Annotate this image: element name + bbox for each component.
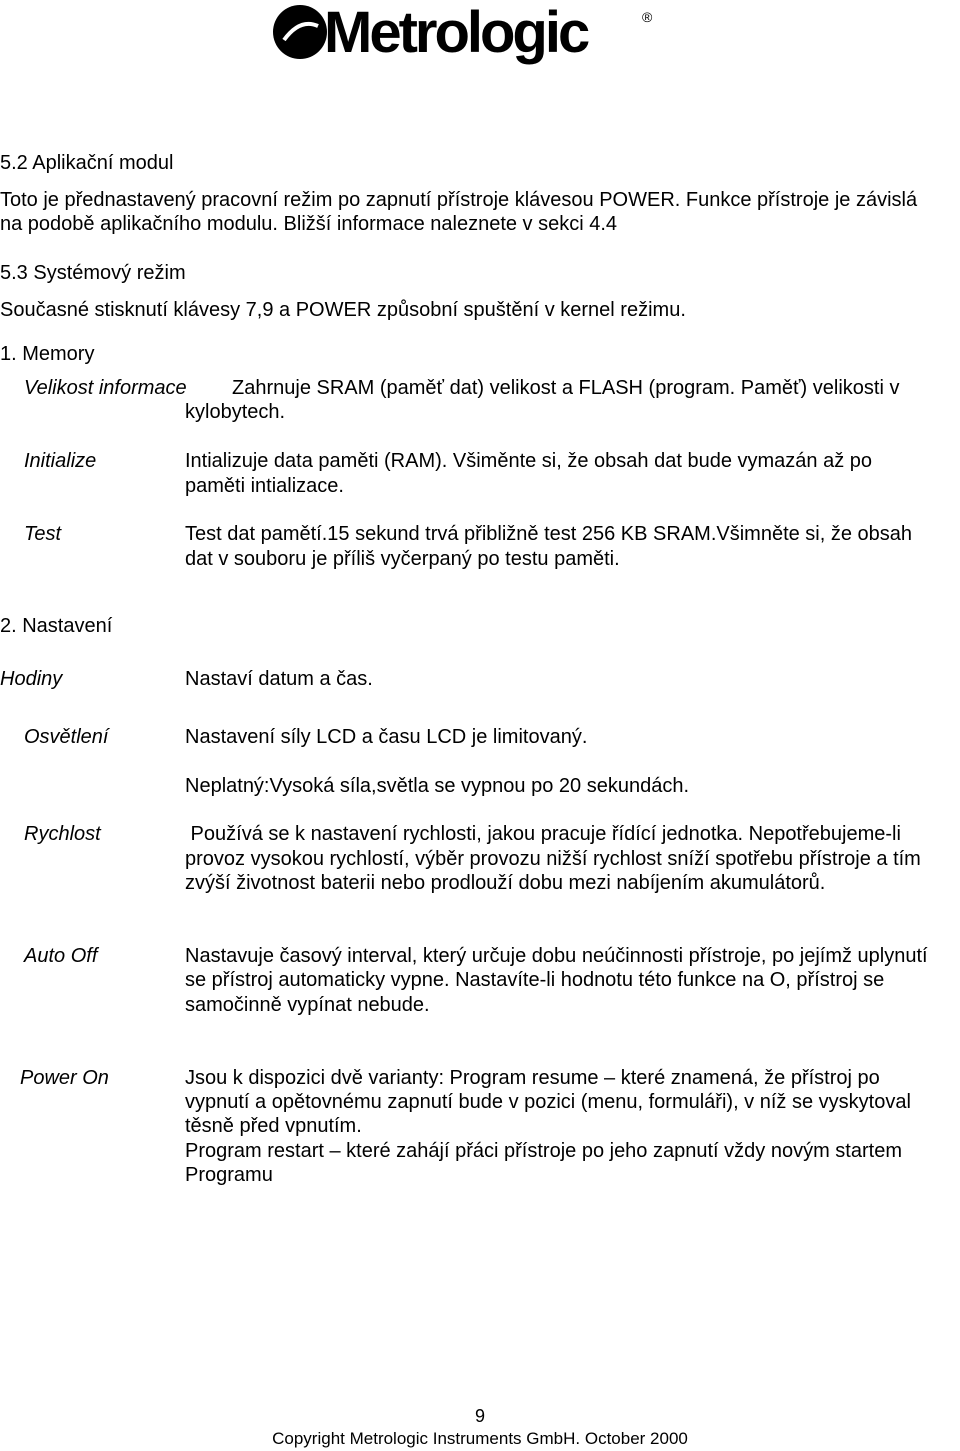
velikost-line2: kylobytech. (185, 401, 286, 423)
page-number: 9 (474, 1406, 485, 1426)
osvetleni-label: Osvětlení (24, 726, 109, 748)
s53-body: Současné stisknutí klávesy 7,9 a POWER způsobní spuštění v kernel režimu. (0, 299, 686, 321)
rychlost-line1: Používá se k nastavení rychlosti, jakou pracuje řídící jednotka. Nepotřebujeme-li (185, 823, 901, 845)
poweron-label: Power On (20, 1067, 109, 1089)
initialize-label: Initialize (24, 450, 97, 472)
initialize-line2: paměti intializace. (185, 475, 344, 497)
metrologic-logo (270, 0, 670, 66)
autooff-line3: samočinně vypínat nebude. (185, 994, 430, 1016)
poweron-line2: vypnutí a opětovnému zapnutí bude v pozici (menu, formuláři), v níž se vyskytoval (185, 1091, 911, 1113)
poweron-line3: těsně před vpnutím. (185, 1115, 362, 1137)
velikost-label: Velikost informace (24, 377, 187, 399)
s52-body-line1: Toto je přednastavený pracovní režim po zapnutí přístroje klávesou POWER. Funkce přístroje je závislá (0, 189, 918, 211)
test-label: Test (24, 523, 62, 545)
heading-5-2: 5.2 Aplikační modul (0, 152, 174, 174)
initialize-line1: Intializuje data paměti (RAM). Všiměnte si, že obsah dat bude vymazán až po (185, 450, 873, 472)
velikost-line1: Zahrnuje SRAM (paměť dat) velikost a FLASH (program. Paměť) velikosti v (232, 377, 900, 399)
s52-body-line2: na podobě aplikačního modulu. Bližší informace naleznete v sekci 4.4 (0, 213, 618, 235)
poweron-line1: Jsou k dispozici dvě varianty: Program resume – které znamená, že přístroj po (185, 1067, 880, 1089)
poweron-line5: Programu (185, 1164, 273, 1186)
test-line2: dat v souboru je příliš vyčerpaný po testu paměti. (185, 548, 620, 570)
heading-5-3: 5.3 Systémový režim (0, 262, 186, 284)
copyright-footer: Copyright Metrologic Instruments GmbH. October 2000 (272, 1429, 688, 1448)
hodiny-text: Nastaví datum a čas. (185, 668, 373, 690)
registered-mark: ® (642, 9, 653, 25)
nastaveni-heading: 2. Nastavení (0, 615, 113, 637)
osvetleni-text: Nastavení síly LCD a času LCD je limitovaný. (185, 726, 588, 748)
poweron-line4: Program restart – které zahájí přáci přístroje po jeho zapnutí vždy novým startem (185, 1140, 902, 1162)
rychlost-line2: provoz vysokou rychlostí, výběr provozu nižší rychlost sníží spotřebu přístroje a tím (185, 848, 921, 870)
autooff-line1: Nastavuje časový interval, který určuje dobu neúčinnosti přístroje, po jejímž uplynutí (185, 945, 928, 967)
rychlost-label: Rychlost (24, 823, 101, 845)
hodiny-label: Hodiny (0, 668, 63, 690)
autooff-line2: se přístroj automaticky vypne. Nastavíte-li hodnotu této funkce na O, přístroj se (185, 969, 885, 991)
neplatny-text: Neplatný:Vysoká síla,světla se vypnou po 20 sekundách. (185, 775, 690, 797)
autooff-label: Auto Off (24, 945, 98, 967)
logo-wordmark: Metrologic (324, 0, 588, 65)
test-line1: Test dat pamětí.15 sekund trvá přibližně test 256 KB SRAM.Všimněte si, že obsah (185, 523, 913, 545)
memory-heading: 1. Memory (0, 343, 95, 365)
rychlost-line3: zvýší životnost baterii nebo prodlouží dobu mezi nabíjením akumulátorů. (185, 872, 826, 894)
